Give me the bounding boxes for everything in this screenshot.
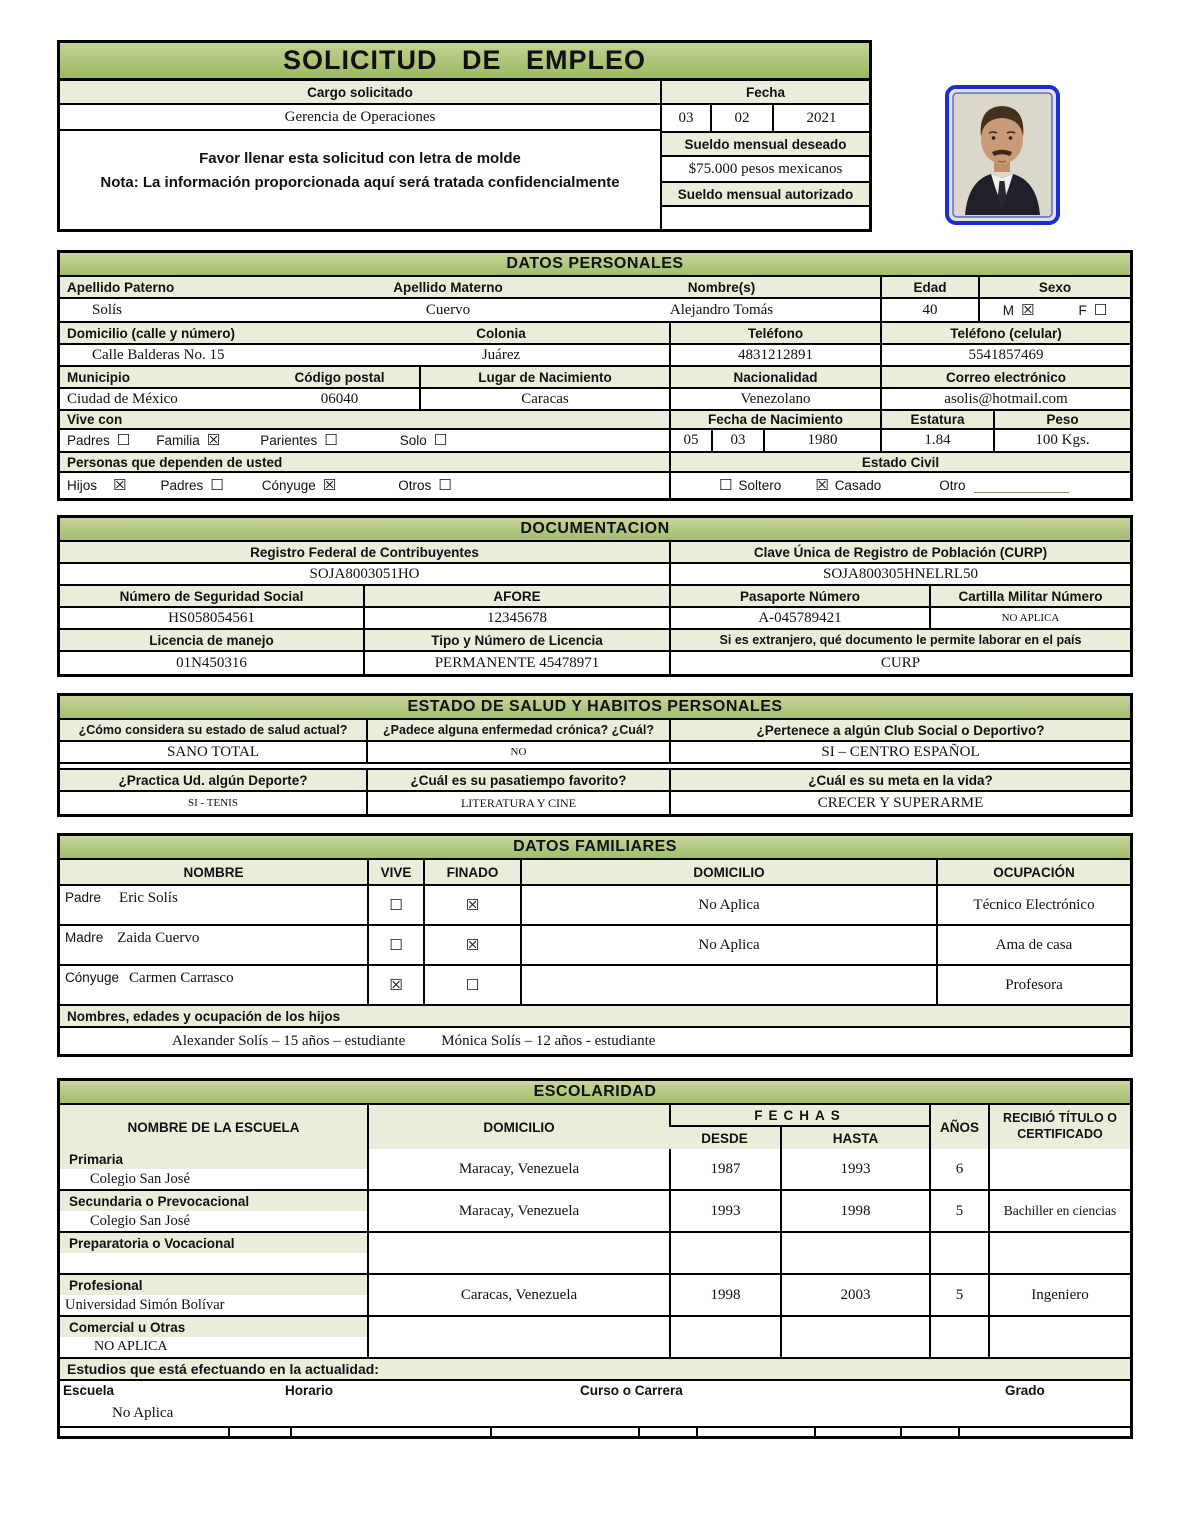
esc-row1-anios[interactable]: 6 [929, 1149, 988, 1189]
esc-row4-domicilio[interactable]: Caracas, Venezuela [367, 1275, 669, 1315]
casado-checkbox[interactable]: ☒ [815, 476, 829, 494]
lugar-nacimiento-value[interactable]: Caracas [419, 389, 669, 409]
esc-row4-desde[interactable]: 1998 [669, 1275, 780, 1315]
sexo-value [978, 299, 1130, 321]
apellido-paterno-label: Apellido Paterno [60, 277, 333, 297]
apellido-materno-value[interactable]: Cuervo [425, 301, 471, 318]
fam-row3-vive-checkbox[interactable]: ☒ [367, 966, 423, 1004]
fam-row3-domicilio[interactable] [520, 966, 936, 1004]
instruction-line-1: Favor llenar esta solicitud con letra de molde [199, 150, 521, 167]
apellido-materno-label: Apellido Materno [333, 277, 563, 297]
datos-familiares-title: DATOS FAMILIARES [60, 836, 1130, 860]
rfc-label: Registro Federal de Contribuyentes [60, 542, 669, 562]
fecha-nac-mes[interactable]: 03 [711, 430, 763, 451]
esc-row5-titulo[interactable] [988, 1317, 1130, 1357]
licencia-value[interactable]: 01N450316 [176, 654, 247, 671]
esc-row5-escuela [60, 1317, 367, 1357]
fam-row2-finado-checkbox[interactable]: ☒ [423, 926, 520, 964]
nacionalidad-value[interactable]: Venezolano [669, 389, 880, 409]
rfc-value[interactable]: SOJA8003051HO [309, 565, 420, 582]
fam-row3-nombre [60, 966, 367, 1004]
nombres-label: Nombre(s) [563, 277, 880, 297]
fam-header-domicilio: DOMICILIO [520, 860, 936, 884]
apellido-paterno-value[interactable]: Solís [92, 301, 123, 318]
fam-row1-domicilio[interactable]: No Aplica [520, 886, 936, 924]
sueldo-deseado-label: Sueldo mensual deseado [662, 133, 869, 157]
afore-label: AFORE [363, 586, 669, 606]
spacer [60, 764, 1130, 768]
vive-con-padres-label: Padres [67, 433, 110, 448]
section-salud [57, 693, 1133, 817]
estudios-actuales-value[interactable]: No Aplica [112, 1405, 174, 1421]
licencia-label: Licencia de manejo [60, 630, 363, 650]
esc-row2-escuela [60, 1191, 367, 1231]
pasaporte-label: Pasaporte Número [669, 586, 929, 606]
vive-con-parientes-label: Parientes [260, 433, 318, 448]
esc-row4-titulo[interactable]: Ingeniero [988, 1275, 1130, 1315]
dependientes-label: Personas que dependen de usted [60, 453, 669, 471]
fam-row3-nombre-value[interactable]: Carmen Carrasco [129, 970, 234, 986]
sueldo-autorizado-label: Sueldo mensual autorizado [662, 183, 869, 207]
portrait-photo-image [945, 85, 1060, 225]
fam-row2-ocupacion[interactable]: Ama de casa [936, 926, 1130, 964]
vive-con-padres-checkbox[interactable]: ☐ [116, 431, 131, 449]
colonia-label: Colonia [333, 323, 669, 343]
table-row [60, 1317, 1130, 1359]
dependientes-padres-checkbox[interactable]: ☐ [210, 476, 224, 494]
pasaporte-value[interactable]: A-045789421 [669, 608, 929, 628]
esc-header-domicilio: DOMICILIO [367, 1105, 669, 1149]
salud-title: ESTADO DE SALUD Y HABITOS PERSONALES [60, 696, 1130, 720]
salud-q2-label: ¿Padece alguna enfermedad crónica? ¿Cuál? [366, 720, 669, 740]
vive-con-familia-checkbox[interactable]: ☒ [206, 431, 221, 449]
header-left-column [60, 81, 660, 230]
table-row [60, 966, 1130, 1006]
otro-input-line[interactable] [974, 479, 1069, 493]
fam-row1-parentesco: Padre [65, 890, 102, 905]
afore-value[interactable]: 12345678 [363, 608, 669, 628]
sexo-f-label: F [1078, 302, 1087, 318]
dependientes-padres-label: Padres [160, 478, 204, 493]
table-row [60, 926, 1130, 966]
escolaridad-title: ESCOLARIDAD [60, 1081, 1130, 1105]
esc-row3-anios[interactable] [929, 1233, 988, 1273]
fecha-nac-dia[interactable]: 05 [683, 432, 699, 448]
esc-header-desde: DESDE [669, 1127, 780, 1149]
fam-row1-nombre-value[interactable]: Eric Solís [119, 890, 178, 906]
dependientes-hijos-checkbox[interactable]: ☒ [113, 476, 127, 494]
documentacion-title: DOCUMENTACION [60, 518, 1130, 542]
vive-con-label: Vive con [60, 411, 669, 428]
fam-row3-parentesco: Cónyuge [65, 970, 120, 985]
esc-row4-nivel: Profesional [60, 1275, 367, 1295]
applicant-photo [945, 85, 1060, 230]
extranjero-label: Si es extranjero, qué documento le permite laborar en el país [669, 630, 1130, 650]
esc-row2-domicilio[interactable]: Maracay, Venezuela [367, 1191, 669, 1231]
esc-row1-escuela-value[interactable]: Colegio San José [90, 1170, 190, 1187]
section-documentacion [57, 515, 1133, 677]
table-row [60, 1233, 1130, 1275]
dependientes-conyuge-label: Cónyuge [261, 478, 316, 493]
fam-header-ocupacion: OCUPACIÓN [936, 860, 1130, 884]
salud-q3-label: ¿Pertenece a algún Club Social o Deportivo? [669, 720, 1130, 740]
municipio-value[interactable]: Ciudad de México [67, 390, 178, 407]
fecha-label: Fecha [662, 81, 869, 105]
otro-label: Otro [939, 478, 966, 493]
hijo-2: Mónica Solís – 12 años - estudiante [441, 1032, 656, 1049]
nacionalidad-label: Nacionalidad [669, 367, 880, 387]
telefono-value[interactable]: 4831212891 [669, 345, 880, 365]
header-right-column [660, 81, 869, 230]
esc-header-anios: AÑOS [929, 1105, 988, 1149]
esc-row2-hasta[interactable]: 1998 [780, 1191, 929, 1231]
salud-q4-value[interactable]: SI - TENIS [188, 797, 238, 809]
table-row [60, 1149, 1130, 1191]
sexo-label: Sexo [978, 277, 1130, 297]
actuales-horario-label: Horario [285, 1383, 334, 1398]
fam-row2-nombre [60, 926, 367, 964]
hijo-1: Alexander Solís – 15 años – estudiante [172, 1032, 406, 1049]
nombres-value[interactable]: Alejandro Tomás [669, 301, 774, 318]
colonia-value[interactable]: Juárez [481, 346, 521, 363]
cargo-solicitado-label: Cargo solicitado [60, 81, 660, 105]
correo-value[interactable]: asolis@hotmail.com [880, 389, 1130, 409]
esc-row2-anios[interactable]: 5 [929, 1191, 988, 1231]
esc-row4-anios[interactable]: 5 [929, 1275, 988, 1315]
soltero-label: Soltero [738, 478, 782, 493]
esc-row1-nivel: Primaria [60, 1149, 367, 1169]
vive-con-solo-checkbox[interactable]: ☐ [433, 431, 448, 449]
hijos-value[interactable] [60, 1028, 1130, 1054]
esc-row3-desde[interactable] [669, 1233, 780, 1273]
esc-row5-escuela-value[interactable]: NO APLICA [94, 1339, 168, 1354]
esc-header-escuela: NOMBRE DE LA ESCUELA [60, 1105, 367, 1149]
telefono-label: Teléfono [669, 323, 880, 343]
dependientes-otros-label: Otros [398, 478, 432, 493]
municipio-label: Municipio [60, 367, 260, 387]
correo-label: Correo electrónico [880, 367, 1130, 387]
tipo-licencia-label: Tipo y Número de Licencia [363, 630, 669, 650]
fecha-nacimiento-label: Fecha de Nacimiento [669, 411, 880, 428]
nss-value[interactable]: HS058054561 [168, 609, 255, 626]
celular-value[interactable]: 5541857469 [880, 345, 1130, 365]
fecha-value [662, 105, 869, 133]
fecha-nacimiento-value [669, 430, 880, 451]
cargo-solicitado-value[interactable]: Gerencia de Operaciones [60, 105, 660, 131]
esc-row2-nivel: Secundaria o Prevocacional [60, 1191, 367, 1211]
fam-row1-vive-checkbox[interactable]: ☐ [367, 886, 423, 924]
cp-value[interactable]: 06040 [320, 390, 359, 407]
cartilla-label: Cartilla Militar Número [929, 586, 1130, 606]
esc-row3-hasta[interactable] [780, 1233, 929, 1273]
estado-civil-options [669, 473, 1130, 498]
esc-row5-nivel: Comercial u Otras [60, 1317, 367, 1337]
domicilio-value[interactable]: Calle Balderas No. 15 [92, 346, 225, 363]
actuales-escuela-label: Escuela [63, 1383, 115, 1398]
edad-label: Edad [880, 277, 978, 297]
fam-row1-ocupacion[interactable]: Técnico Electrónico [936, 886, 1130, 924]
actuales-curso-label: Curso o Carrera [580, 1383, 683, 1398]
estatura-label: Estatura [880, 411, 993, 428]
esc-header-titulo: RECIBIÓ TÍTULO O CERTIFICADO [988, 1105, 1130, 1149]
fam-header-nombre: NOMBRE [60, 860, 367, 884]
instruction-line-2: Nota: La información proporcionada aquí será tratada confidencialmente [100, 174, 620, 191]
tipo-licencia-value[interactable]: PERMANENTE 45478971 [363, 652, 669, 674]
esc-header-hasta: HASTA [780, 1127, 929, 1149]
esc-row1-escuela [60, 1149, 367, 1189]
table-footer-cells [60, 1426, 1130, 1436]
sexo-m-label: M [1002, 302, 1015, 318]
section-datos-familiares [57, 833, 1133, 1057]
table-row [60, 1191, 1130, 1233]
fecha-dia[interactable]: 03 [678, 109, 694, 126]
salud-q2-value[interactable]: NO [366, 742, 669, 762]
sueldo-autorizado-value[interactable] [662, 207, 869, 230]
fam-row3-ocupacion[interactable]: Profesora [936, 966, 1130, 1004]
fam-header-finado: FINADO [423, 860, 520, 884]
sueldo-deseado-value[interactable]: $75.000 pesos mexicanos [662, 157, 869, 183]
salud-q5-value[interactable]: LITERATURA Y CINE [366, 792, 669, 814]
dependientes-conyuge-checkbox[interactable]: ☒ [322, 476, 337, 494]
salud-q1-label: ¿Cómo considera su estado de salud actual? [60, 720, 366, 740]
esc-row1-titulo[interactable] [988, 1149, 1130, 1189]
vive-con-parientes-checkbox[interactable]: ☐ [324, 431, 338, 449]
fam-row2-parentesco: Madre [65, 930, 104, 945]
lugar-nacimiento-label: Lugar de Nacimiento [419, 367, 669, 387]
cp-label: Código postal [260, 367, 419, 387]
nss-label: Número de Seguridad Social [60, 586, 363, 606]
esc-row1-domicilio[interactable]: Maracay, Venezuela [367, 1149, 669, 1189]
section-datos-personales [57, 250, 1133, 501]
estudios-actuales-label: Estudios que está efectuando en la actualidad: [60, 1359, 1130, 1379]
esc-row4-escuela [60, 1275, 367, 1315]
esc-row5-hasta[interactable] [780, 1317, 929, 1357]
peso-label: Peso [993, 411, 1130, 428]
fam-row1-finado-checkbox[interactable]: ☒ [423, 886, 520, 924]
dependientes-options [60, 473, 669, 498]
esc-row4-escuela-value[interactable]: Universidad Simón Bolívar [65, 1296, 225, 1313]
fam-header-vive: VIVE [367, 860, 423, 884]
table-row [60, 1275, 1130, 1317]
esc-row1-desde[interactable]: 1987 [669, 1149, 780, 1189]
cartilla-value[interactable]: NO APLICA [929, 608, 1130, 628]
sexo-f-checkbox[interactable]: ☐ [1093, 300, 1108, 319]
esc-row5-domicilio[interactable] [367, 1317, 669, 1357]
form-title: SOLICITUD DE EMPLEO [60, 43, 869, 81]
esc-row2-titulo[interactable]: Bachiller en ciencias [988, 1191, 1130, 1231]
salud-q5-label: ¿Cuál es su pasatiempo favorito? [366, 770, 669, 790]
esc-row3-domicilio[interactable] [367, 1233, 669, 1273]
curp-label: Clave Única de Registro de Población (CURP) [669, 542, 1130, 562]
salud-q4-label: ¿Practica Ud. algún Deporte? [60, 770, 366, 790]
esc-header-fechas: FECHAS [669, 1105, 929, 1127]
vive-con-solo-label: Solo [399, 433, 427, 448]
esc-row3-escuela [60, 1233, 367, 1273]
salud-q6-value[interactable]: CRECER Y SUPERARME [669, 792, 1130, 814]
fam-row2-domicilio[interactable]: No Aplica [520, 926, 936, 964]
datos-personales-title: DATOS PERSONALES [60, 253, 1130, 277]
vive-con-familia-label: Familia [156, 433, 200, 448]
fecha-anio[interactable]: 2021 [772, 105, 869, 131]
table-row [60, 886, 1130, 926]
esc-row3-escuela-value[interactable] [60, 1253, 367, 1273]
actuales-grado-label: Grado [1005, 1383, 1045, 1398]
peso-value[interactable]: 100 Kgs. [993, 430, 1130, 451]
salud-q3-value[interactable]: SI – CENTRO ESPAÑOL [669, 742, 1130, 762]
esc-row1-hasta[interactable]: 1993 [780, 1149, 929, 1189]
extranjero-value[interactable]: CURP [669, 652, 1130, 674]
fam-row2-nombre-value[interactable]: Zaida Cuervo [117, 930, 200, 946]
estatura-value[interactable]: 1.84 [880, 430, 993, 451]
dependientes-hijos-label: Hijos [67, 478, 98, 493]
header-box [57, 40, 872, 232]
edad-value[interactable]: 40 [880, 299, 978, 321]
esc-row3-nivel: Preparatoria o Vocacional [60, 1233, 367, 1253]
esc-row3-titulo[interactable] [988, 1233, 1130, 1273]
esc-row4-hasta[interactable]: 2003 [780, 1275, 929, 1315]
esc-row2-escuela-value[interactable]: Colegio San José [90, 1212, 190, 1229]
celular-label: Teléfono (celular) [880, 323, 1130, 343]
casado-label: Casado [834, 478, 882, 493]
estudios-actuales-headers [60, 1381, 1130, 1401]
esc-row5-desde[interactable] [669, 1317, 780, 1357]
sexo-m-checkbox[interactable]: ☒ [1021, 300, 1035, 319]
fam-row3-finado-checkbox[interactable]: ☐ [423, 966, 520, 1004]
section-escolaridad [57, 1078, 1133, 1439]
domicilio-label: Domicilio (calle y número) [60, 323, 333, 343]
estado-civil-label: Estado Civil [669, 453, 1130, 471]
vive-con-options [60, 430, 669, 451]
fam-row1-nombre [60, 886, 367, 924]
form-instructions [60, 131, 660, 230]
soltero-checkbox[interactable]: ☐ [719, 476, 733, 494]
fecha-nac-anio[interactable]: 1980 [763, 430, 880, 451]
hijos-label: Nombres, edades y ocupación de los hijos [60, 1006, 1130, 1026]
curp-value[interactable]: SOJA800305HNELRL50 [669, 564, 1130, 584]
salud-q6-label: ¿Cuál es su meta en la vida? [669, 770, 1130, 790]
fam-row2-vive-checkbox[interactable]: ☐ [367, 926, 423, 964]
fecha-mes[interactable]: 02 [710, 105, 772, 131]
salud-q1-value[interactable]: SANO TOTAL [167, 743, 259, 760]
dependientes-otros-checkbox[interactable]: ☐ [438, 476, 452, 494]
esc-row2-desde[interactable]: 1993 [669, 1191, 780, 1231]
esc-row5-anios[interactable] [929, 1317, 988, 1357]
